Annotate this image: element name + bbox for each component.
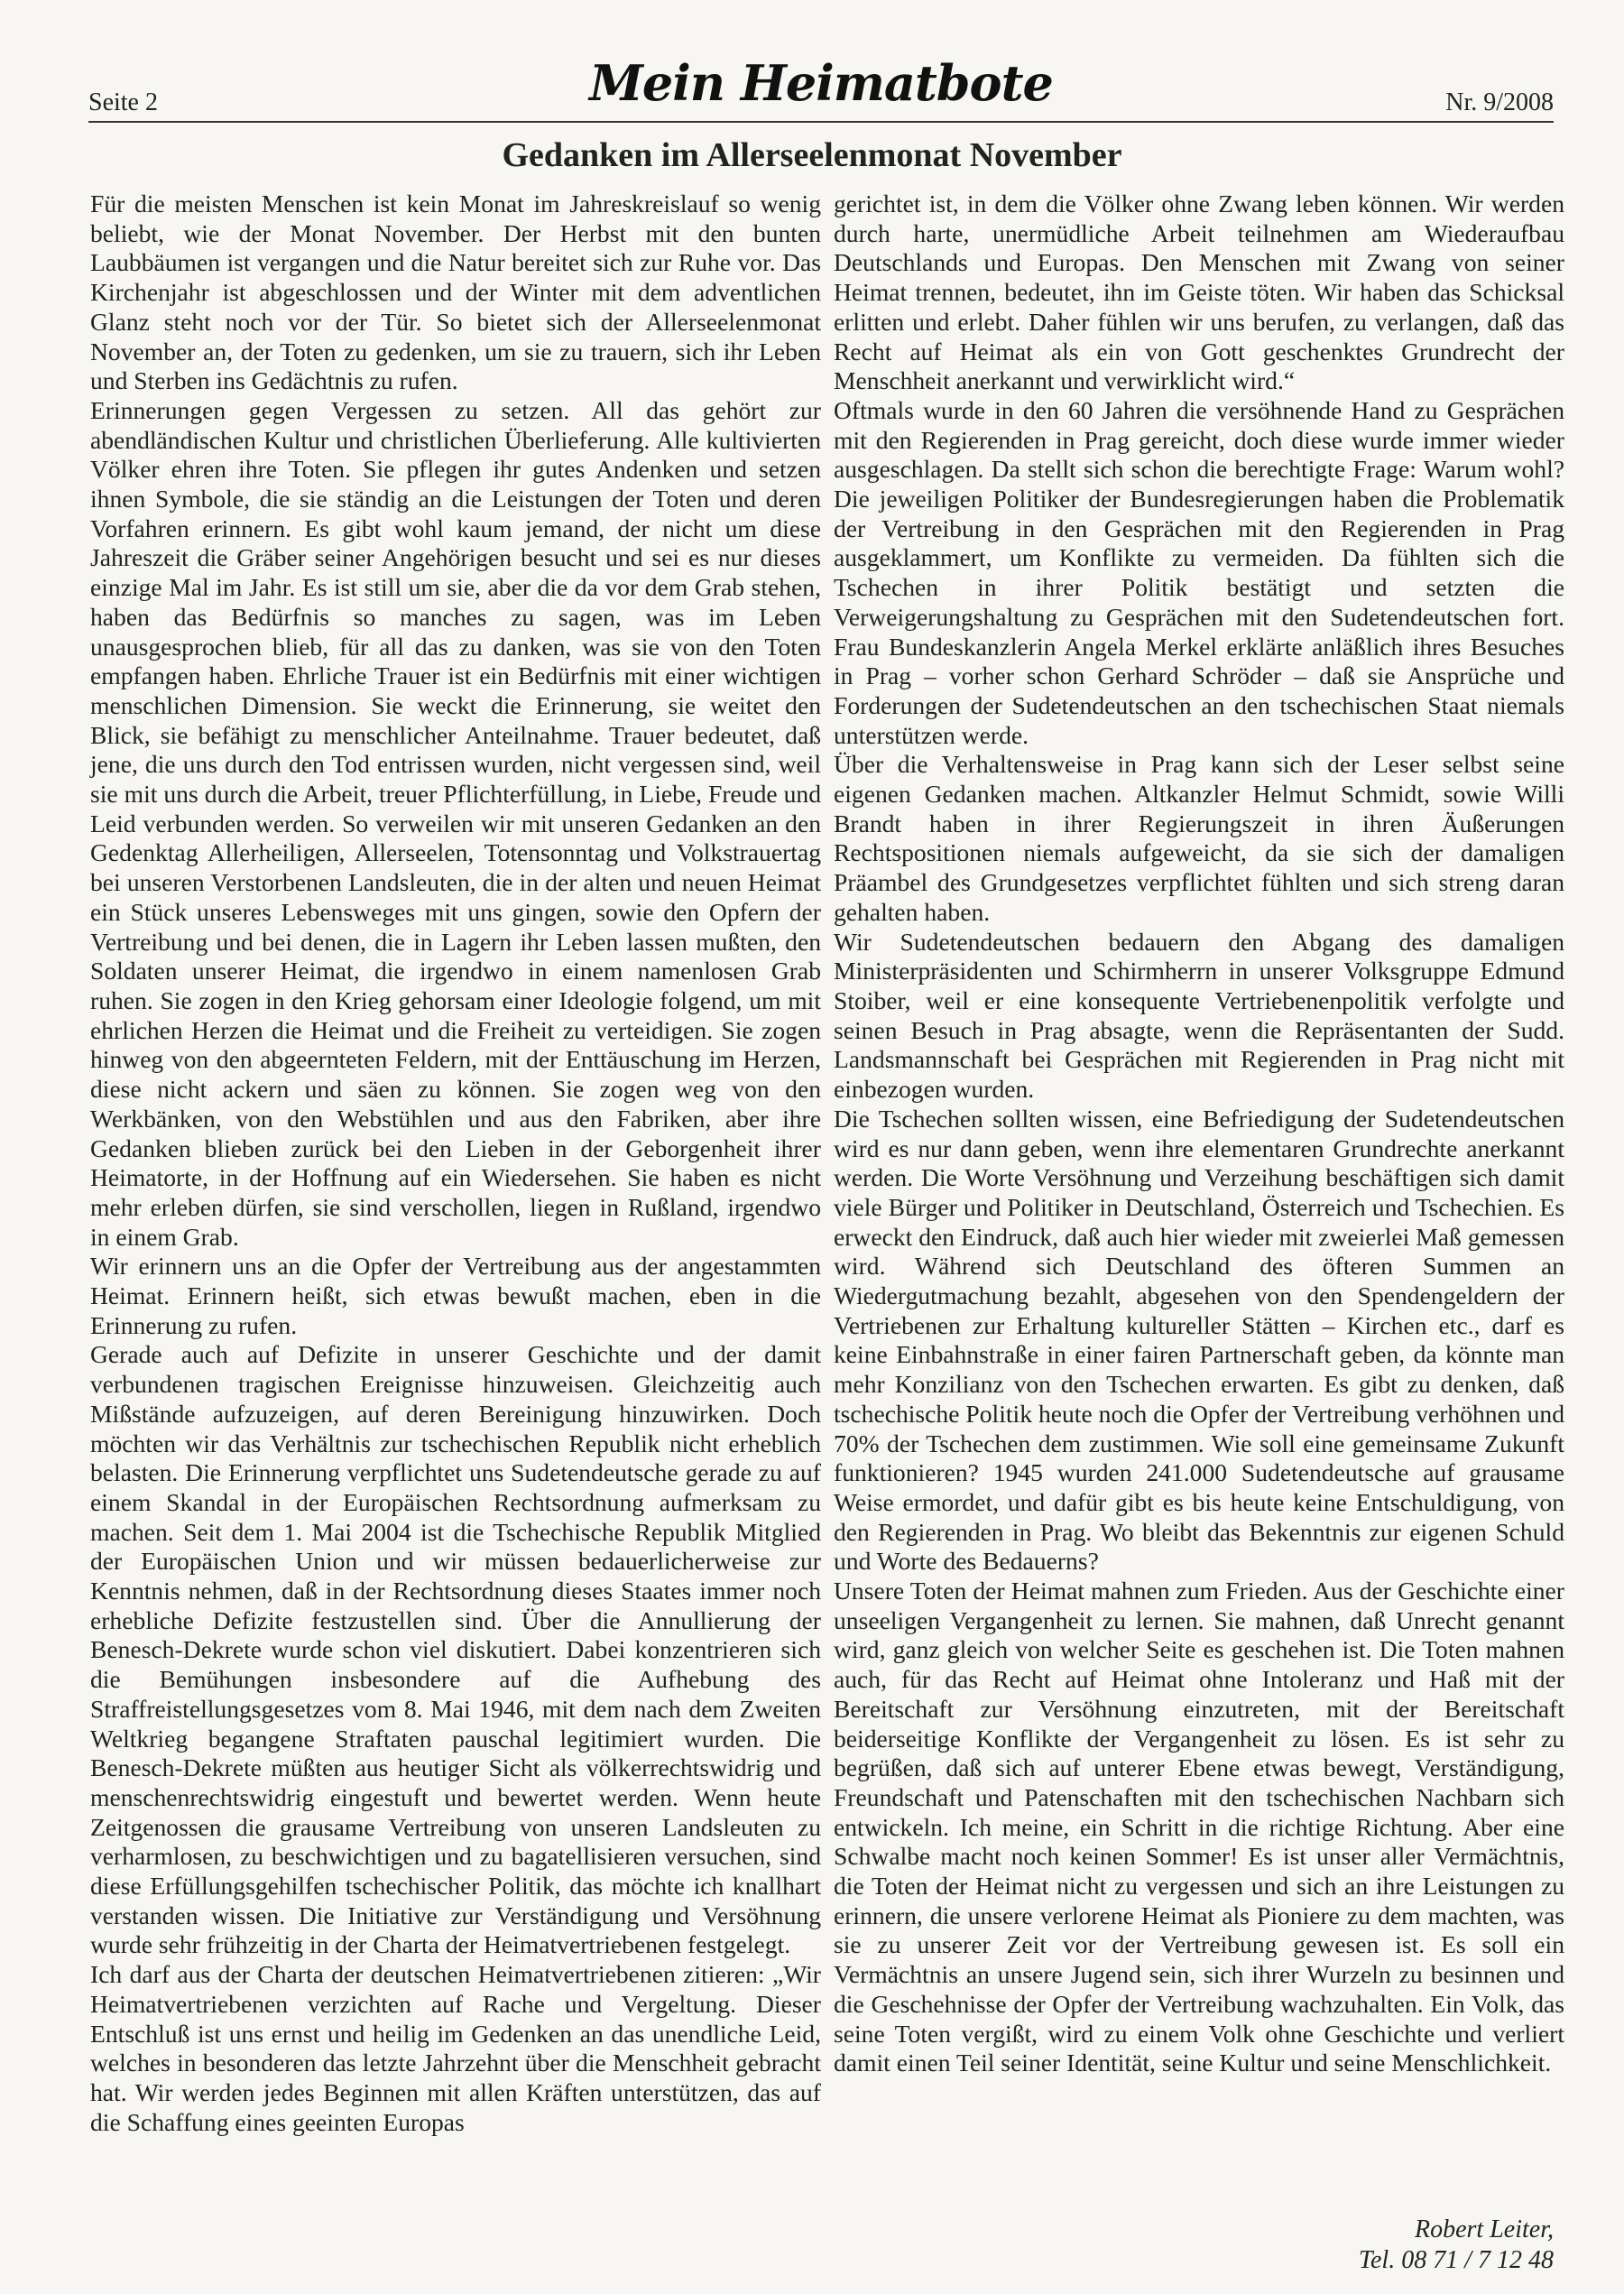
page-number: Seite 2 — [88, 88, 158, 116]
paragraph: Erinnerungen gegen Vergessen zu setzen. All das gehört zur abendländischen Kultur und christlichen Überlieferung. Alle kultivierten Völker ehren ihre Toten. Sie pflegen ihr gutes Andenken und setzen ihnen Symbole, die sie ständig an die Leistungen der Toten und deren Vorfahren erinnern. Es gibt wohl kaum jemand, der nicht um diese Jahreszeit die Gräber seiner Angehörigen besucht und sei es nur dieses einzige Mal im Jahr. Es ist still um sie, aber die da vor dem Grab stehen, haben das Bedürfnis so manches zu sagen, was im Leben unausgesprochen blieb, für all das zu danken, was sie von den Toten empfangen haben. Ehrliche Trauer ist ein Bedürfnis mit einer wichtigen menschlichen Dimension. Sie weckt die Erinnerung, sie weitet den Blick, sie befähigt zu menschlicher Anteilnahme. Trauer bedeutet, daß jene, die uns durch den Tod entrissen wurden, nicht vergessen sind, weil sie mit uns durch die Arbeit, treuer Pflichterfüllung, in Liebe, Freude und Leid verbunden werden. So verweilen wir mit unseren Gedanken an den Gedenktag Allerheiligen, Allerseelen, Totensonntag und Volkstrauertag bei unseren Verstorbenen Landsleuten, die in der alten und neuen Heimat ein Stück unseres Lebensweges mit uns gingen, sowie den Opfern der Vertreibung und bei denen, die in Lagern ihr Leben lassen mußten, den Soldaten unserer Heimat, die irgendwo in einem namenlosen Grab ruhen. Sie zogen in den Krieg gehorsam einer Ideologie folgend, um mit ehrlichen Herzen die Heimat und die Freiheit zu verteidigen. Sie zogen hinweg von den abgeernteten Feldern, mit der Enttäuschung im Herzen, diese nicht ackern und säen zu können. Sie zogen weg von den Werkbänken, von den Webstühlen und aus den Fabriken, aber ihre Gedanken blieben zurück bei den Lieben in der Geborgenheit ihrer Heimatorte, in der Hoffnung auf ein Wiedersehen. Sie haben es nicht mehr erleben dürfen, sie sind verschollen, liegen in Rußland, irgendwo in einem Grab. — [90, 395, 821, 1251]
paragraph: Über die Verhaltensweise in Prag kann sich der Leser selbst seine eigenen Gedanken machen. Altkanzler Helmut Schmidt, sowie Willi Brandt haben in ihrer Regierungszeit in ihren Äußerungen Rechtspositionen niemals aufgeweicht, da sie sich der damaligen Präambel des Grundgesetzes verpflichtet fühlten und sich streng daran gehalten haben. — [834, 750, 1564, 926]
paragraph: Oftmals wurde in den 60 Jahren die versöhnende Hand zu Gesprächen mit den Regierenden in Prag gereicht, doch diese wurde immer wieder ausgeschlagen. Da stellt sich schon die berechtigte Frage: Warum wohl? Die jeweiligen Politiker der Bundesregierungen haben die Problematik der Vertreibung in den Gesprächen mit den Regierenden in Prag ausgeklammert, um Konflikte zu vermeiden. Da fühlten sich die Tschechen in ihrer Politik bestätigt und setzten die Verweigerungshaltung zu Gesprächen mit den Sudetendeutschen fort. Frau Bundeskanzlerin Angela Merkel erklärte anläßlich ihres Besuches in Prag – vorher schon Gerhard Schröder – daß sie Ansprüche und Forderungen der Sudetendeutschen an den tschechischen Staat niemals unterstützen werde. — [834, 395, 1564, 749]
paragraph: gerichtet ist, in dem die Völker ohne Zwang leben können. Wir werden durch harte, unermüdliche Arbeit teilnehmen am Wiederaufbau Deutschlands und Europas. Den Menschen mit Zwang von seiner Heimat trennen, bedeutet, ihn im Geiste töten. Wir haben das Schicksal erlitten und erlebt. Daher fühlen wir uns berufen, zu verlangen, daß das Recht auf Heimat als ein von Gott geschenktes Grundrecht der Menschheit anerkannt und verwirklicht wird.“ — [834, 190, 1564, 395]
article-title: Gedanken im Allerseelenmonat November — [502, 136, 1122, 174]
page-header — [88, 56, 1554, 123]
article-column-left — [90, 190, 821, 2137]
paragraph: Ich darf aus der Charta der deutschen Heimatvertriebenen zitieren: „Wir Heimatvertriebenen verzichten auf Rache und Vergeltung. Dieser Entschluß ist uns ernst und heilig im Gedenken an das unendliche Leid, welches in besonderen das letzte Jahrzehnt über die Menschheit gebracht hat. Wir werden jedes Beginnen mit allen Kräften unterstützen, das auf die Schaffung eines geeinten Europas — [90, 1960, 821, 2136]
author-phone: Tel. 08 71 / 7 12 48 — [1359, 2246, 1554, 2274]
masthead-logo: Mein Heimatbote — [589, 54, 1053, 112]
author-name: Robert Leiter, — [1415, 2215, 1554, 2243]
paragraph: Für die meisten Menschen ist kein Monat im Jahreskreislauf so wenig beliebt, wie der Monat November. Der Herbst mit den bunten Laubbäumen ist vergangen und die Natur bereitet sich zur Ruhe vor. Das Kirchenjahr ist abgeschlossen und der Winter mit dem adventlichen Glanz steht noch vor der Tür. So bietet sich der Allerseelenmonat November an, der Toten zu gedenken, um sie zu trauern, sich ihr Leben und Sterben ins Gedächtnis zu rufen. — [90, 190, 821, 395]
article-column-right — [834, 190, 1564, 2078]
issue-number: Nr. 9/2008 — [1445, 88, 1554, 116]
paragraph: Die Tschechen sollten wissen, eine Befriedigung der Sudetendeutschen wird es nur dann geben, wenn ihre elementaren Grundrechte anerkannt werden. Die Worte Versöhnung und Verzeihung beschäftigen sich damit viele Bürger und Politiker in Deutschland, Österreich und Tschechien. Es erweckt den Eindruck, daß auch hier wieder mit zweierlei Maß gemessen wird. Während sich Deutschland des öfteren Summen an Wiedergutmachung bezahlt, abgesehen von den Spendengeldern der Vertriebenen zur Erhaltung kultureller Stätten – Kirchen etc., darf es keine Einbahnstraße in einer fairen Partnerschaft geben, da könnte man mehr Konzilianz von den Tschechen erwarten. Es gibt zu denken, daß tschechische Politik heute noch die Opfer der Vertreibung verhöhnen und 70% der Tschechen dem zustimmen. Wie soll eine gemeinsame Zukunft funktionieren? 1945 wurden 241.000 Sudetendeutsche auf grausame Weise ermordet, und dafür gibt es bis heute keine Entschuldigung, von den Regierenden in Prag. Wo bleibt das Bekenntnis zur eigenen Schuld und Worte des Bedauerns? — [834, 1104, 1564, 1576]
paragraph: Gerade auch auf Defizite in unserer Geschichte und der damit verbundenen tragischen Ereignisse hinzuweisen. Gleichzeitig auch Mißstände aufzuzeigen, auf deren Bereinigung hinzuwirken. Doch möchten wir das Verhältnis zur tschechischen Republik nicht erheblich belasten. Die Erinnerung verpflichtet uns Sudetendeutsche gerade zu auf einem Skandal in der Europäischen Rechtsordnung aufmerksam zu machen. Seit dem 1. Mai 2004 ist die Tschechische Republik Mitglied der Europäischen Union und wir müssen bedauerlicherweise zur Kenntnis nehmen, daß in der Rechtsordnung dieses Staates immer noch erhebliche Defizite festzustellen sind. Über die Annullierung der Benesch-Dekrete wurde schon viel diskutiert. Dabei konzentrieren sich die Bemühungen insbesondere auf die Aufhebung des Straffreistellungsgesetzes vom 8. Mai 1946, mit dem nach dem Zweiten Weltkrieg begangene Straftaten pauschal legitimiert wurden. Die Benesch-Dekrete müßten aus heutiger Sicht als völkerrechtswidrig und menschenrechtswidrig eingestuft und bewertet werden. Wenn heute Zeitgenossen die grausame Vertreibung von unseren Landsleuten zu verharmlosen, zu beschwichtigen und zu bagatellisieren versuchen, sind diese Erfüllungsgehilfen tschechischer Politik, das möchte ich knallhart verstanden wissen. Die Initiative zur Verständigung und Versöhnung wurde sehr frühzeitig in der Charta der Heimatvertriebenen festgelegt. — [90, 1340, 821, 1959]
author-signature — [1359, 2215, 1554, 2276]
paragraph: Wir erinnern uns an die Opfer der Vertreibung aus der angestammten Heimat. Erinnern heißt, sich etwas bewußt machen, eben in die Erinnerung zu rufen. — [90, 1252, 821, 1339]
paragraph: Wir Sudetendeutschen bedauern den Abgang des damaligen Ministerpräsidenten und Schirmherrn in unserer Volksgruppe Edmund Stoiber, weil er eine konsequente Vertriebenenpolitik verfolgte und seinen Besuch in Prag absagte, wenn die Repräsentanten der Sudd. Landsmannschaft bei Gesprächen mit Regierenden in Prag nicht mit einbezogen wurden. — [834, 927, 1564, 1104]
paragraph: Unsere Toten der Heimat mahnen zum Frieden. Aus der Geschichte einer unseeligen Vergangenheit zu lernen. Sie mahnen, daß Unrecht genannt wird, ganz gleich von welcher Seite es geschehen ist. Die Toten mahnen auch, für das Recht auf Heimat ohne Intoleranz und Haß mit der Bereitschaft zur Versöhnung einzutreten, mit der Bereitschaft beiderseitige Konflikte der Vergangenheit zu lösen. Es ist sehr zu begrüßen, daß sich auf unterer Ebene etwas bewegt, Verständigung, Freundschaft und Patenschaften mit den tschechischen Nachbarn sich entwickeln. Ich meine, ein Schritt in die richtige Richtung. Aber eine Schwalbe macht noch keinen Sommer! Es ist unser aller Vermächtnis, die Toten der Heimat nicht zu vergessen und sich an ihre Leistungen zu erinnern, die unsere verlorene Heimat als Pioniere zu dem machten, was sie zu unserer Zeit vor der Vertreibung gewesen ist. Es soll ein Vermächtnis an unsere Jugend sein, sich ihrer Wurzeln zu besinnen und die Geschehnisse der Opfer der Vertreibung wachzuhalten. Ein Volk, das seine Toten vergißt, wird zu einem Volk ohne Geschichte und verliert damit einen Teil seiner Identität, seine Kultur und seine Menschlichkeit. — [834, 1577, 1564, 2077]
